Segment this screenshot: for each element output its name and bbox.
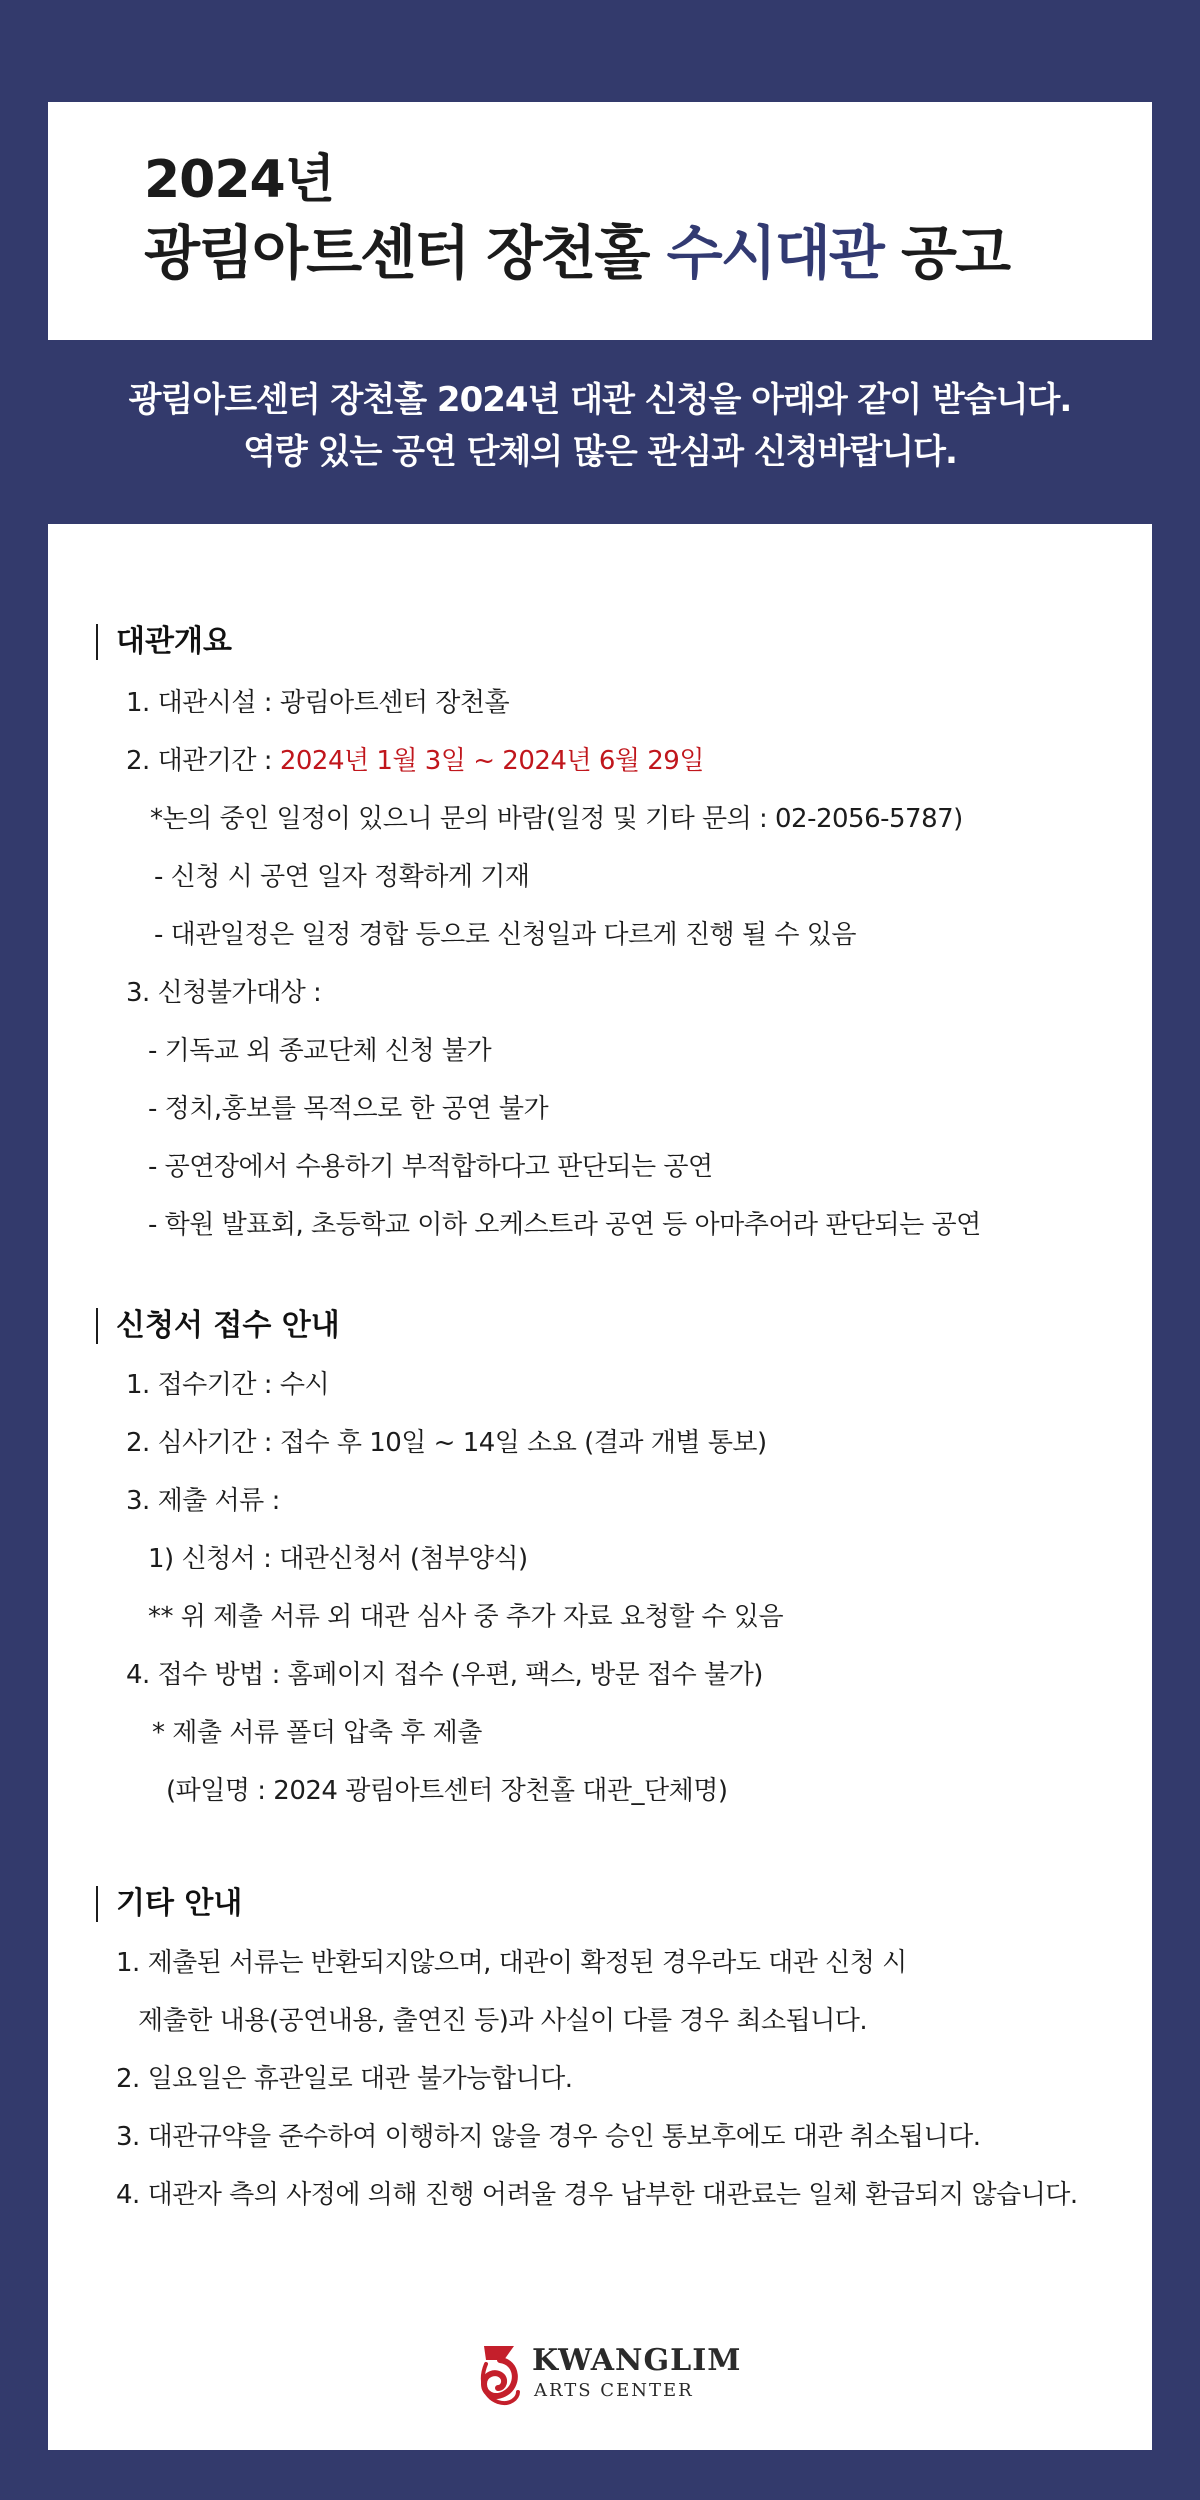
ineligible-item: - 정치,홍보를 목적으로 한 공연 불가 <box>148 1094 549 1124</box>
ineligible-item: - 공연장에서 수용하기 부적합하다고 판단되는 공연 <box>148 1152 713 1182</box>
other-info-item: 제출한 내용(공연내용, 출연진 등)과 사실이 다를 경우 최소됩니다. <box>138 2006 868 2036</box>
rental-period <box>126 744 704 778</box>
page-title <box>144 218 1009 288</box>
section-title-rental-overview: 대관개요 <box>96 624 232 660</box>
submission-method: 4. 접수 방법 : 홈페이지 접수 (우편, 팩스, 방문 접수 불가) <box>126 1660 763 1690</box>
other-info-item: 3. 대관규약을 준수하여 이행하지 않을 경우 승인 통보후에도 대관 취소됩니다. <box>116 2122 981 2152</box>
section-title-application: 신청서 접수 안내 <box>96 1308 340 1344</box>
documents-item: 1) 신청서 : 대관신청서 (첨부양식) <box>148 1544 528 1574</box>
kwanglim-logo-icon <box>478 2342 522 2406</box>
rental-period-value: 2024년 1월 3일 ~ 2024년 6월 29일 <box>279 746 704 776</box>
section-title-other-info: 기타 안내 <box>96 1886 242 1922</box>
ineligible-title: 3. 신청불가대상 : <box>126 978 322 1008</box>
submission-filename: (파일명 : 2024 광림아트센터 장천홀 대관_단체명) <box>166 1776 728 1806</box>
subtitle-line-1: 광림아트센터 장천홀 2024년 대관 신청을 아래와 같이 받습니다. <box>128 380 1072 420</box>
ineligible-item: - 학원 발표회, 초등학교 이하 오케스트라 공연 등 아마추어라 판단되는 공연 <box>148 1210 981 1240</box>
documents-note: ** 위 제출 서류 외 대관 심사 중 추가 자료 요청할 수 있음 <box>148 1602 784 1632</box>
subtitle-line-2: 역량 있는 공연 단체의 많은 관심과 신청바랍니다. <box>243 432 957 472</box>
rental-note-date: - 신청 시 공연 일자 정확하게 기재 <box>154 862 530 892</box>
documents-title: 3. 제출 서류 : <box>126 1486 280 1516</box>
subtitle <box>0 374 1200 478</box>
title-accent: 수시대관 <box>666 219 883 287</box>
logo-subtitle: ARTS CENTER <box>534 2380 694 2401</box>
rental-facility: 1. 대관시설 : 광림아트센터 장천홀 <box>126 688 510 718</box>
title-panel <box>48 102 1152 340</box>
other-info-item: 2. 일요일은 휴관일로 대관 불가능합니다. <box>116 2064 573 2094</box>
ineligible-item: - 기독교 외 종교단체 신청 불가 <box>148 1036 492 1066</box>
title-prefix: 광림아트센터 장천홀 <box>144 219 667 287</box>
rental-note-inquiry: *논의 중인 일정이 있으니 문의 바람(일정 및 기타 문의 : 02-2056-5787) <box>150 804 963 834</box>
title-year: 2024년 <box>144 150 334 210</box>
application-period: 1. 접수기간 : 수시 <box>126 1370 330 1400</box>
logo-name: KWANGLIM <box>532 2343 742 2378</box>
kwanglim-logo <box>478 2342 758 2406</box>
review-period: 2. 심사기간 : 접수 후 10일 ~ 14일 소요 (결과 개별 통보) <box>126 1428 767 1458</box>
rental-period-label: 2. 대관기간 : <box>126 746 280 776</box>
rental-note-schedule: - 대관일정은 일정 경합 등으로 신청일과 다르게 진행 될 수 있음 <box>154 920 856 950</box>
title-suffix: 공고 <box>882 219 1010 287</box>
content-panel <box>48 524 1152 2450</box>
submission-note: * 제출 서류 폴더 압축 후 제출 <box>152 1718 482 1748</box>
other-info-item: 1. 제출된 서류는 반환되지않으며, 대관이 확정된 경우라도 대관 신청 시 <box>116 1948 907 1978</box>
other-info-item: 4. 대관자 측의 사정에 의해 진행 어려울 경우 납부한 대관료는 일체 환급되지 않습니다. <box>116 2180 1078 2210</box>
